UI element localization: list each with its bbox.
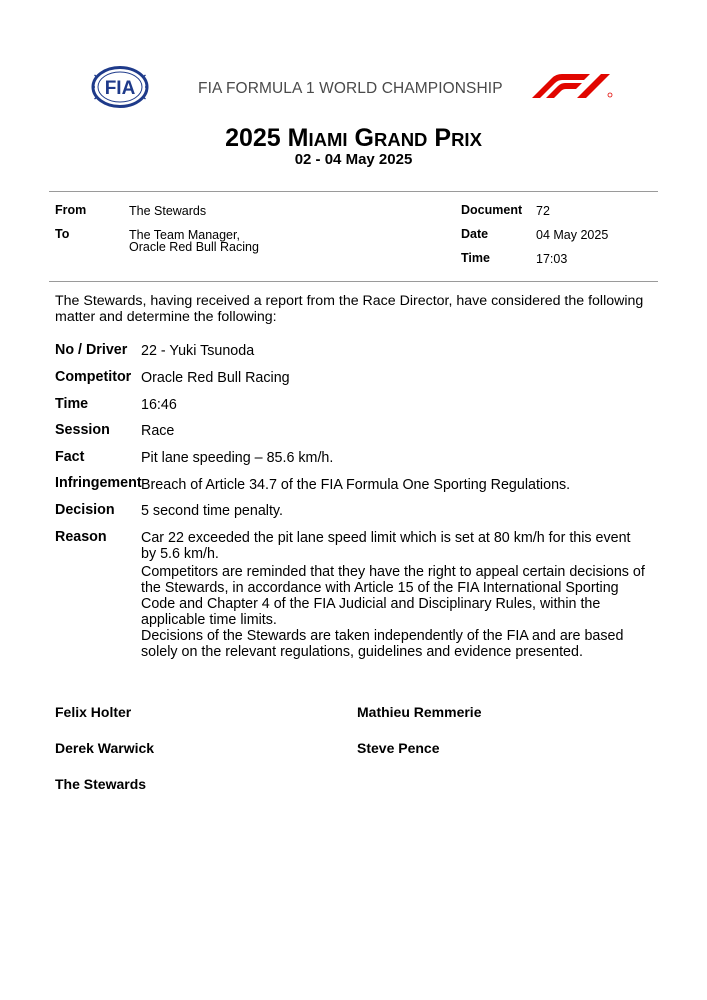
- driver-value: 22 - Yuki Tsunoda: [141, 343, 255, 359]
- steward-name-2: Mathieu Remmerie: [357, 704, 482, 720]
- championship-title: FIA FORMULA 1 WORLD CHAMPIONSHIP: [198, 80, 503, 97]
- to-label: To: [55, 227, 70, 241]
- from-label: From: [55, 203, 87, 217]
- event-dates: 02 - 04 May 2025: [294, 151, 413, 168]
- stewards-footer: The Stewards: [55, 776, 147, 792]
- document-label: Document: [461, 203, 523, 217]
- event-title: 2025 MIAMI GRAND PRIX: [225, 124, 482, 152]
- fact-label: Fact: [55, 449, 85, 465]
- appeal-paragraph: Competitors are reminded that they have the right to appeal certain decisions of the Stewards, in accordance with Article 15 of the FIA International Sporting Code and Chapter 4 of the FIA Judicial and Disciplinary Rules, within the applicable time limits.: [141, 564, 645, 628]
- steward-name-1: Felix Holter: [55, 704, 132, 720]
- infringement-value: Breach of Article 34.7 of the FIA Formula One Sporting Regulations.: [141, 477, 571, 493]
- divider-bottom: [49, 281, 658, 282]
- date-label: Date: [461, 227, 489, 241]
- fia-logo-text: FIA: [104, 78, 136, 99]
- date-value: 04 May 2025: [536, 228, 609, 242]
- reason-label: Reason: [55, 529, 107, 545]
- competitor-label: Competitor: [55, 369, 132, 385]
- document-value: 72: [536, 204, 550, 218]
- from-value: The Stewards: [129, 204, 207, 218]
- to-line1: The Team Manager,: [129, 228, 240, 242]
- competitor-value: Oracle Red Bull Racing: [141, 370, 290, 386]
- decision-value: 5 second time penalty.: [141, 503, 283, 519]
- time-value: 17:03: [536, 252, 568, 266]
- session-label: Session: [55, 422, 110, 438]
- to-line2: Oracle Red Bull Racing: [129, 240, 259, 254]
- independence-paragraph: Decisions of the Stewards are taken independently of the FIA and are based solely on the relevant regulations, guidelines and evidence presented.: [141, 628, 624, 660]
- intro-paragraph: The Stewards, having received a report from the Race Director, have considered the following matter and determine the following:: [55, 293, 644, 325]
- decision-label: Decision: [55, 502, 115, 518]
- time-field-value: 16:46: [141, 397, 177, 413]
- steward-name-3: Derek Warwick: [55, 740, 155, 756]
- time-field-label: Time: [55, 396, 89, 412]
- steward-name-4: Steve Pence: [357, 740, 440, 756]
- fact-value: Pit lane speeding – 85.6 km/h.: [141, 450, 334, 466]
- infringement-label: Infringement: [55, 475, 142, 491]
- f1-logo: [530, 74, 614, 98]
- reason-value: Car 22 exceeded the pit lane speed limit which is set at 80 km/h for this event by 5.6 km/h.: [141, 530, 631, 562]
- divider-top: [49, 191, 658, 192]
- fia-logo: [91, 66, 149, 108]
- session-value: Race: [141, 423, 175, 439]
- time-label: Time: [461, 251, 490, 265]
- driver-label: No / Driver: [55, 342, 128, 358]
